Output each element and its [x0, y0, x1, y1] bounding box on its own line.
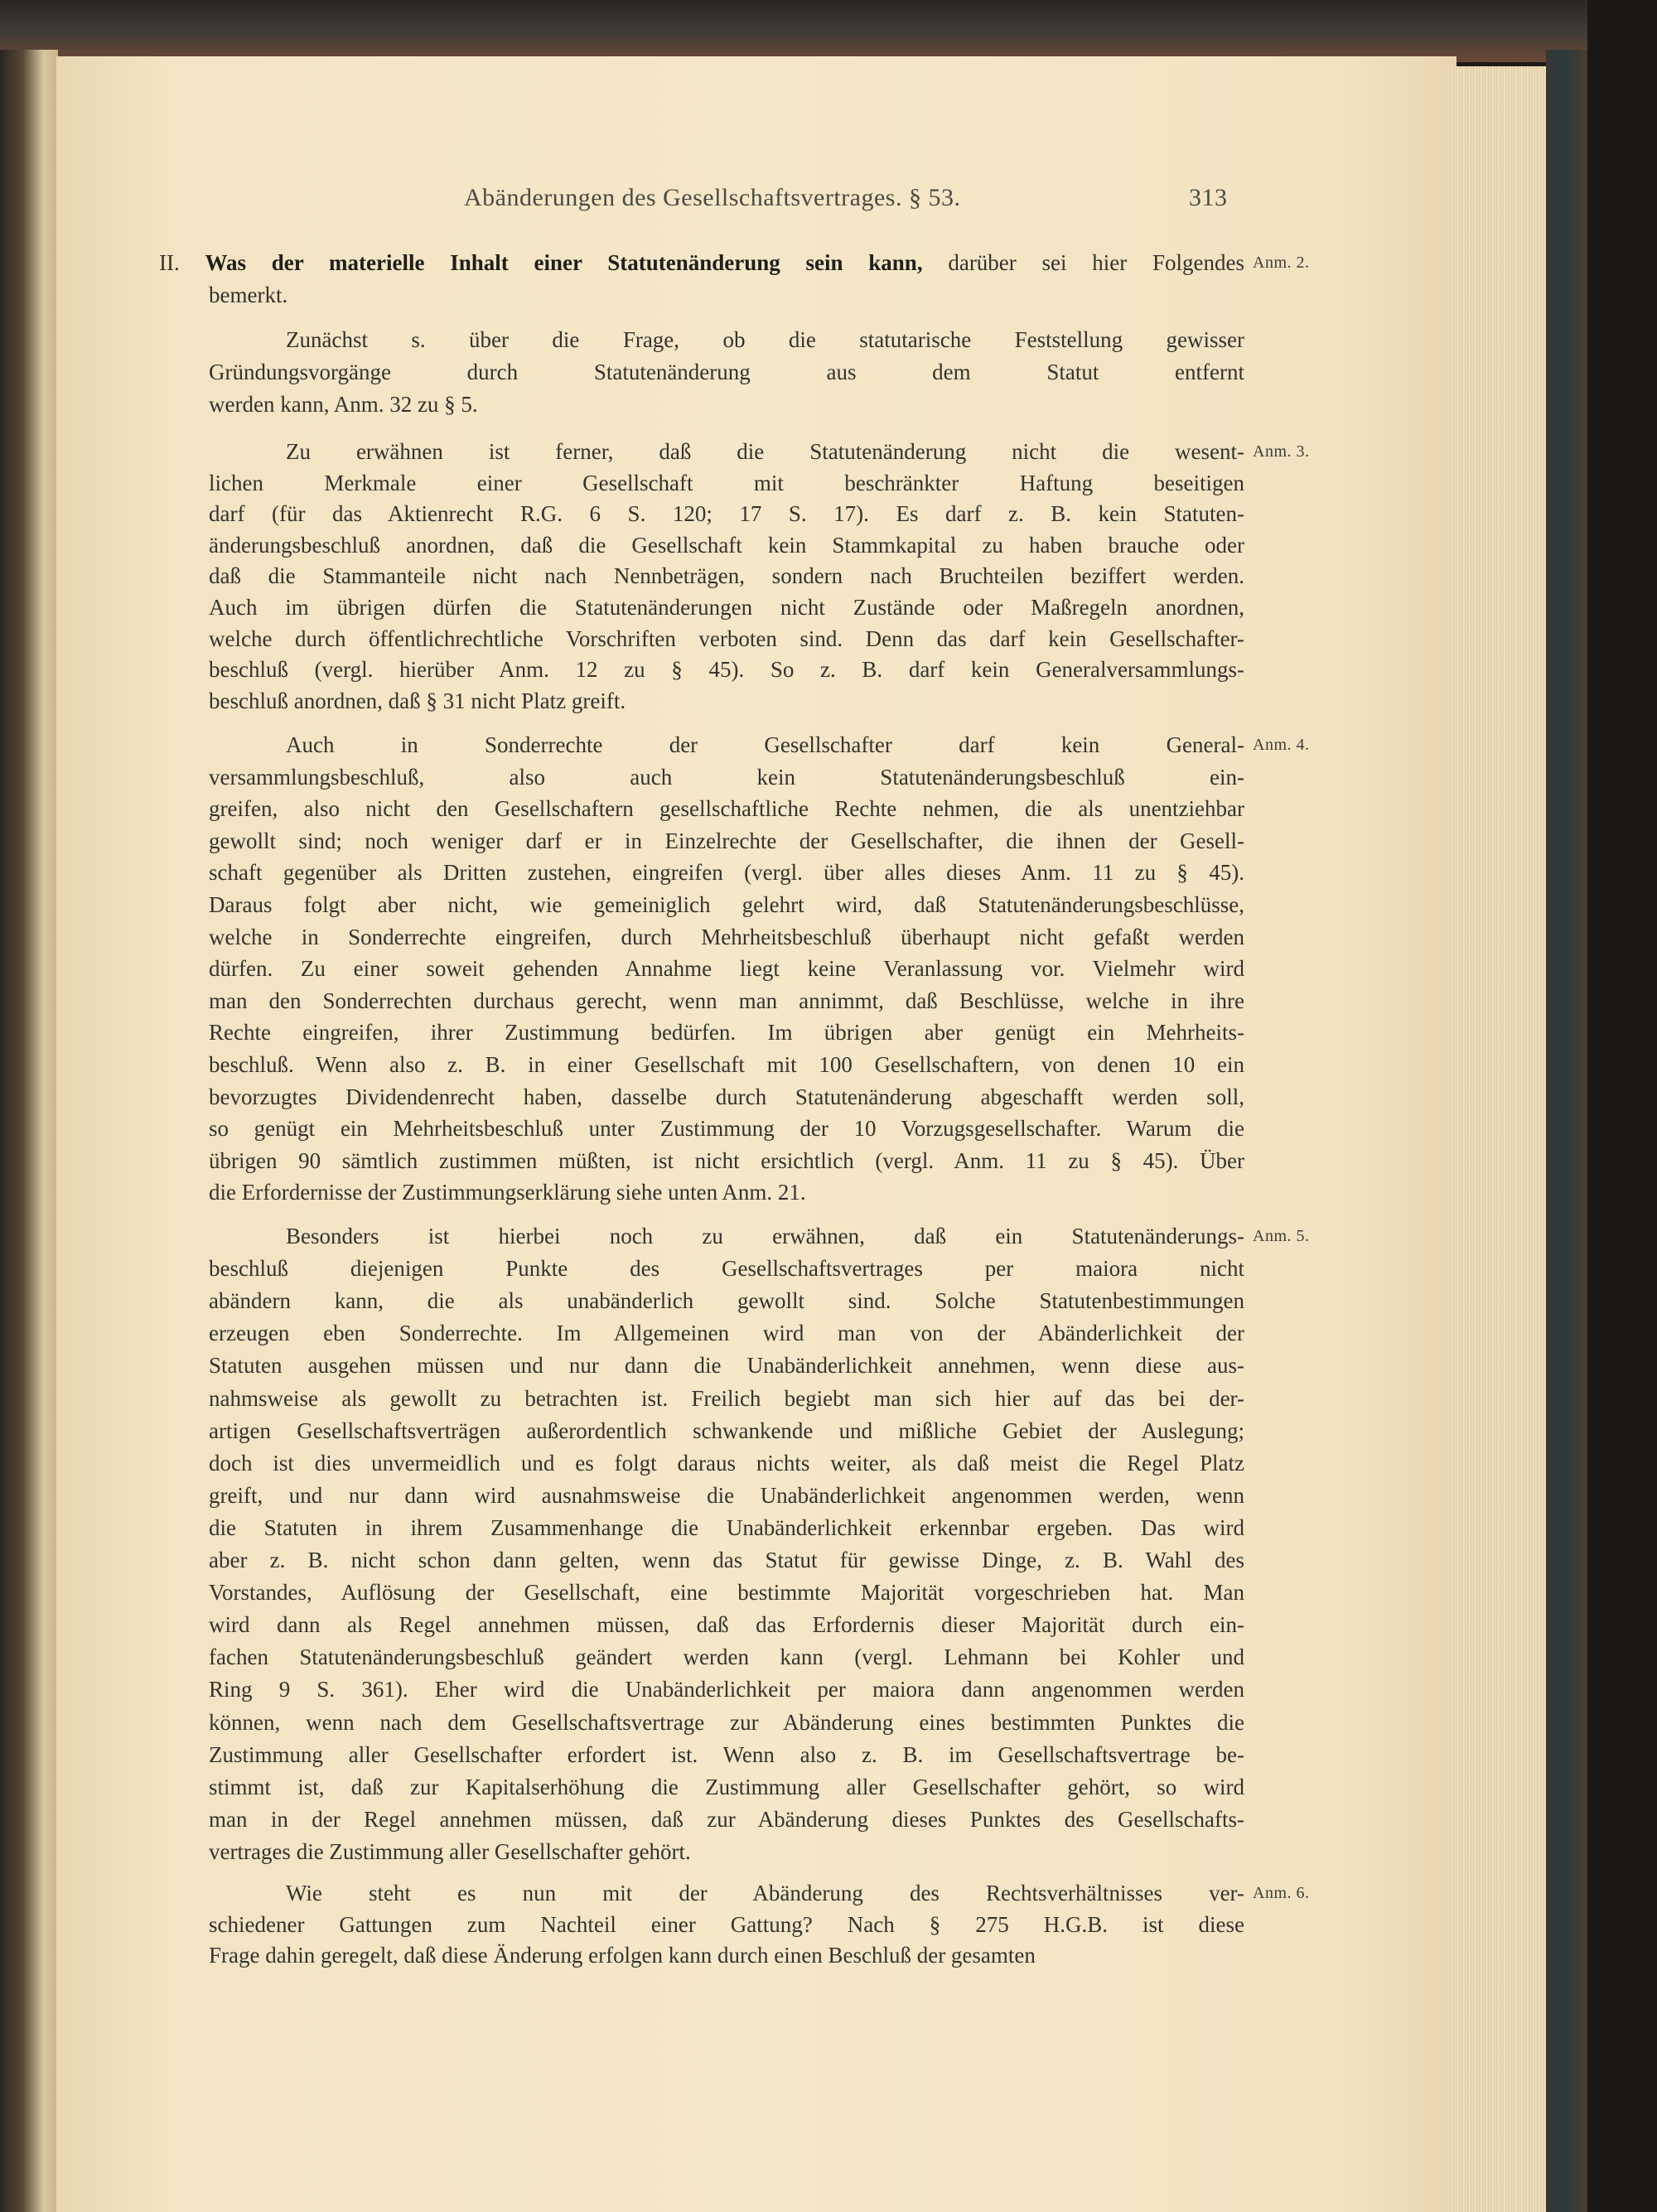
text-line: gewollt sind; noch weniger darf er in Einzelrechte der Gesellschafter, die ihnen der Gesell- — [209, 828, 1244, 853]
text-line: artigen Gesellschaftsverträgen außerordentlich schwankende und mißliche Gebiet der Auslegung; — [209, 1418, 1244, 1443]
text-line: versammlungsbeschluß, also auch kein Statutenänderungsbeschluß ein- — [209, 764, 1244, 790]
text-line: Daraus folgt aber nicht, wie gemeiniglich gelehrt wird, daß Statutenänderungsbeschlüsse, — [209, 892, 1244, 917]
book-cover-top — [0, 0, 1657, 62]
text-run: darüber sei hier Folgendes — [922, 250, 1245, 275]
text-line: Ring 9 S. 361). Eher wird die Unabänderlichkeit per maiora dann angenommen werden — [209, 1677, 1244, 1702]
text-line: Auch in Sonderrechte der Gesellschafter darf kein General- — [286, 732, 1244, 757]
text-line: beschluß diejenigen Punkte des Gesellschaftsvertrages per maiora nicht — [209, 1256, 1244, 1282]
text-line: bemerkt. — [209, 283, 288, 307]
text-line: beschluß anordnen, daß § 31 nicht Platz greift. — [209, 688, 626, 713]
margin-note: Anm. 6. — [1253, 1884, 1310, 1902]
section-heading: Was der materielle Inhalt einer Statutenänderung sein kann, — [205, 250, 923, 275]
text-line: schiedener Gattungen zum Nachteil einer Gattung? Nach § 275 H.G.B. ist diese — [209, 1911, 1244, 1937]
text-line: Rechte eingreifen, ihrer Zustimmung bedürfen. Im übrigen aber genügt ein Mehrheits- — [209, 1020, 1244, 1046]
text-line: vertrages die Zustimmung aller Gesellschafter gehört. — [209, 1838, 691, 1864]
text-line: Auch im übrigen dürfen die Statutenänderungen nicht Zustände oder Maßregeln anordnen, — [209, 595, 1244, 620]
section-number: II. — [159, 250, 205, 275]
text-line: stimmt ist, daß zur Kapitalserhöhung die Zustimmung aller Gesellschafter gehört, so wird — [209, 1774, 1244, 1799]
margin-note: Anm. 3. — [1253, 442, 1310, 461]
text-line: Zustimmung aller Gesellschafter erfordert ist. Wenn also z. B. im Gesellschaftsvertrage be- — [209, 1741, 1244, 1767]
running-header-title: Abänderungen des Gesellschaftsvertrages. § 53. — [464, 184, 961, 211]
book-cover-right — [1546, 50, 1587, 2212]
text-line: aber z. B. nicht schon dann gelten, wenn das Statut für gewisse Dinge, z. B. Wahl des — [209, 1548, 1244, 1572]
text-line: Wie steht es nun mit der Abänderung des Rechtsverhältnisses ver- — [286, 1881, 1244, 1905]
text-line: die Erfordernisse der Zustimmungserklärung siehe unten Anm. 21. — [209, 1180, 806, 1205]
text-line: dürfen. Zu einer soweit gehenden Annahme liegt keine Veranlassung vor. Vielmehr wird — [209, 956, 1244, 982]
page-stack-edges — [1448, 66, 1548, 2212]
text-line: beschluß. Wenn also z. B. in einer Gesellschaft mit 100 Gesellschaftern, von denen 10 ein — [209, 1052, 1244, 1077]
text-line: greift, und nur dann wird ausnahmsweise die Unabänderlichkeit angenommen werden, wenn — [209, 1482, 1244, 1508]
previous-page-edge — [0, 50, 58, 2212]
text-line: Vorstandes, Auflösung der Gesellschaft, eine bestimmte Majorität vorgeschrieben hat. Man — [209, 1580, 1244, 1606]
text-line: bevorzugtes Dividendenrecht haben, dasselbe durch Statutenänderung abgeschafft werden soll, — [209, 1084, 1244, 1109]
text-line: welche durch öffentlichrechtliche Vorschriften verboten sind. Denn das darf kein Gesellschafter- — [209, 625, 1244, 651]
margin-note: Anm. 4. — [1253, 736, 1310, 754]
text-line: erzeugen eben Sonderrechte. Im Allgemeinen wird man von der Abänderlichkeit der — [209, 1321, 1244, 1346]
text-line: lichen Merkmale einer Gesellschaft mit beschränkter Haftung beseitigen — [209, 470, 1244, 495]
text-line: die Statuten in ihrem Zusammenhange die Unabänderlichkeit erkennbar ergeben. Das wird — [209, 1514, 1244, 1540]
text-line: änderungsbeschluß anordnen, daß die Gesellschaft kein Stammkapital zu haben brauche oder — [209, 532, 1244, 558]
text-line: Gründungsvorgänge durch Statutenänderung aus dem Statut entfernt — [209, 360, 1244, 384]
text-line — [159, 246, 1244, 279]
text-line: Zu erwähnen ist ferner, daß die Statutenänderung nicht die wesent- — [286, 439, 1244, 464]
text-line: daß die Stammanteile nicht nach Nennbeträgen, sondern nach Bruchteilen beziffert werden. — [209, 563, 1244, 589]
text-line: man in der Regel annehmen müssen, daß zur Abänderung dieses Punktes des Gesellschafts- — [209, 1806, 1244, 1832]
text-line: beschluß (vergl. hierüber Anm. 12 zu § 45). So z. B. darf kein Generalversammlungs- — [209, 657, 1244, 683]
margin-note: Anm. 2. — [1253, 254, 1310, 272]
background — [1587, 0, 1657, 2212]
text-line: abändern kann, die als unabänderlich gewollt sind. Solche Statutenbestimmungen — [209, 1288, 1244, 1314]
text-line: wird dann als Regel annehmen müssen, daß das Erfordernis dieser Majorität durch ein- — [209, 1612, 1244, 1638]
text-line: Zunächst s. über die Frage, ob die statutarische Feststellung gewisser — [286, 327, 1244, 352]
text-line: übrigen 90 sämtlich zustimmen müßten, ist nicht ersichtlich (vergl. Anm. 11 zu § 45). Über — [209, 1147, 1244, 1173]
text-line: können, wenn nach dem Gesellschaftsvertrage zur Abänderung eines bestimmten Punktes die — [209, 1709, 1244, 1735]
text-line: greifen, also nicht den Gesellschaftern gesellschaftliche Rechte nehmen, die als unentziehbar — [209, 796, 1244, 822]
text-line: darf (für das Aktienrecht R.G. 6 S. 120; 17 S. 17). Es darf z. B. kein Statuten- — [209, 501, 1244, 527]
text-line: welche in Sonderrechte eingreifen, durch Mehrheitsbeschluß überhaupt nicht gefaßt werden — [209, 924, 1244, 949]
text-line: nahmsweise als gewollt zu betrachten ist. Freilich begiebt man sich hier auf das bei der- — [209, 1385, 1244, 1411]
text-line: Besonders ist hierbei noch zu erwähnen, daß ein Statutenänderungs- — [286, 1224, 1244, 1248]
text-line: Frage dahin geregelt, daß diese Änderung erfolgen kann durch einen Beschluß der gesamten — [209, 1943, 1036, 1968]
text-line: fachen Statutenänderungsbeschluß geändert werden kann (vergl. Lehmann bei Kohler und — [209, 1645, 1244, 1670]
text-line: so genügt ein Mehrheitsbeschluß unter Zustimmung der 10 Vorzugsgesellschafter. Warum die — [209, 1116, 1244, 1142]
page-number: 313 — [1189, 184, 1228, 211]
text-line: doch ist dies unvermeidlich und es folgt daraus nichts weiter, als daß meist die Regel Platz — [209, 1450, 1244, 1475]
text-line: werden kann, Anm. 32 zu § 5. — [209, 392, 478, 417]
text-line: man den Sonderrechten durchaus gerecht, wenn man annimmt, daß Beschlüsse, welche in ihre — [209, 988, 1244, 1013]
text-line: schaft gegenüber als Dritten zustehen, eingreifen (vergl. über alles dieses Anm. 11 zu § 45). — [209, 860, 1244, 886]
margin-note: Anm. 5. — [1253, 1227, 1310, 1245]
text-line: Statuten ausgehen müssen und nur dann die Unabänderlichkeit annehmen, wenn diese aus- — [209, 1353, 1244, 1379]
